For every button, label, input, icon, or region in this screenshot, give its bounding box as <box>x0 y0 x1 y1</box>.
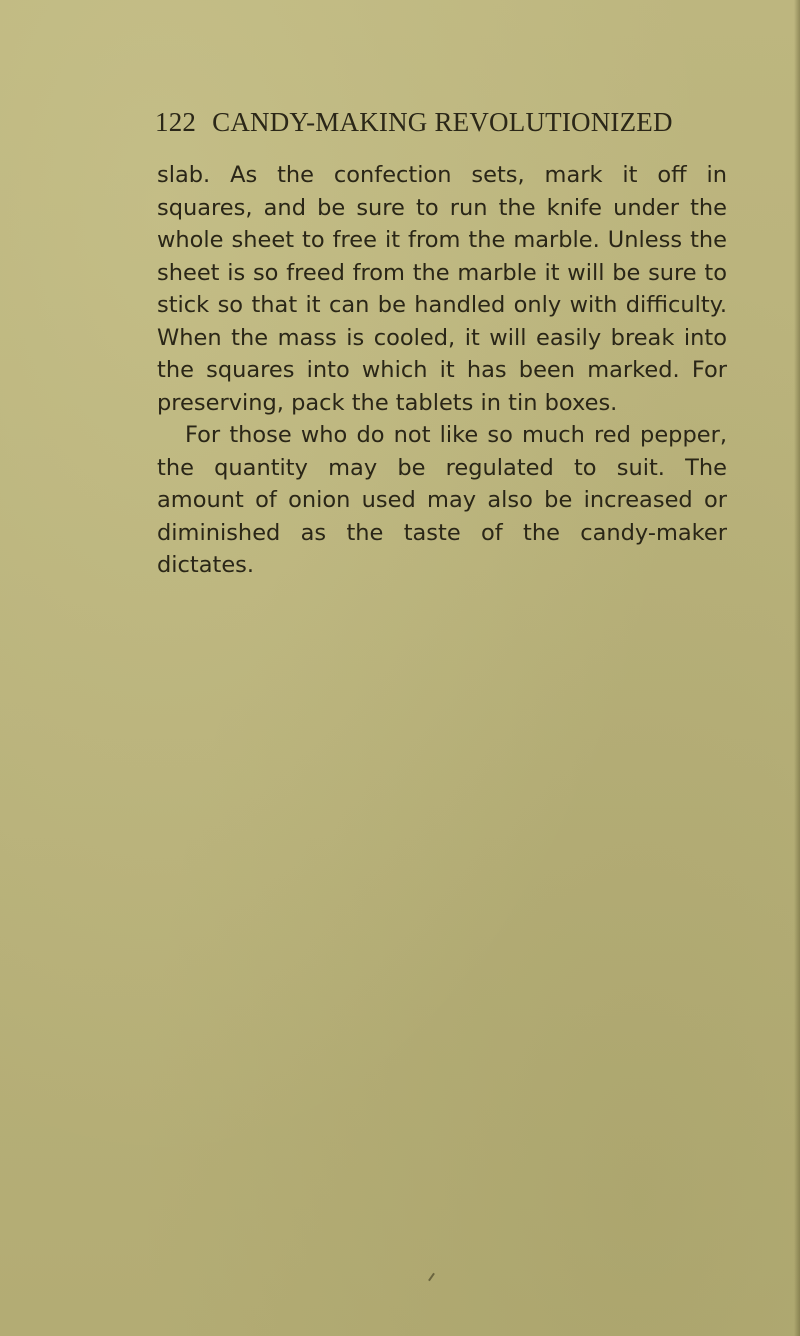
page-edge-shadow <box>794 0 800 1336</box>
paragraph: slab. As the confection sets, mark it off in squares, and be sure to run the knife under the whole sheet to free it from the marble. Unless the sheet is so freed from the marble it will be sure to stick so that it can be handled only with difficulty. When the mass is cooled, it will easily break into the squares into which it has been marked. For preserving, pack the tablets in tin boxes. <box>157 162 727 416</box>
pencil-mark <box>428 1273 435 1282</box>
running-head <box>155 107 735 147</box>
body-text <box>157 159 727 582</box>
page-number: 122 <box>155 107 197 137</box>
paragraph: For those who do not like so much red pepper, the quantity may be regulated to suit. The amount of onion used may also be increased or diminished as the taste of the candy-maker dictates. <box>157 422 727 578</box>
running-title: CANDY-MAKING REVOLUTIONIZED <box>212 107 673 137</box>
